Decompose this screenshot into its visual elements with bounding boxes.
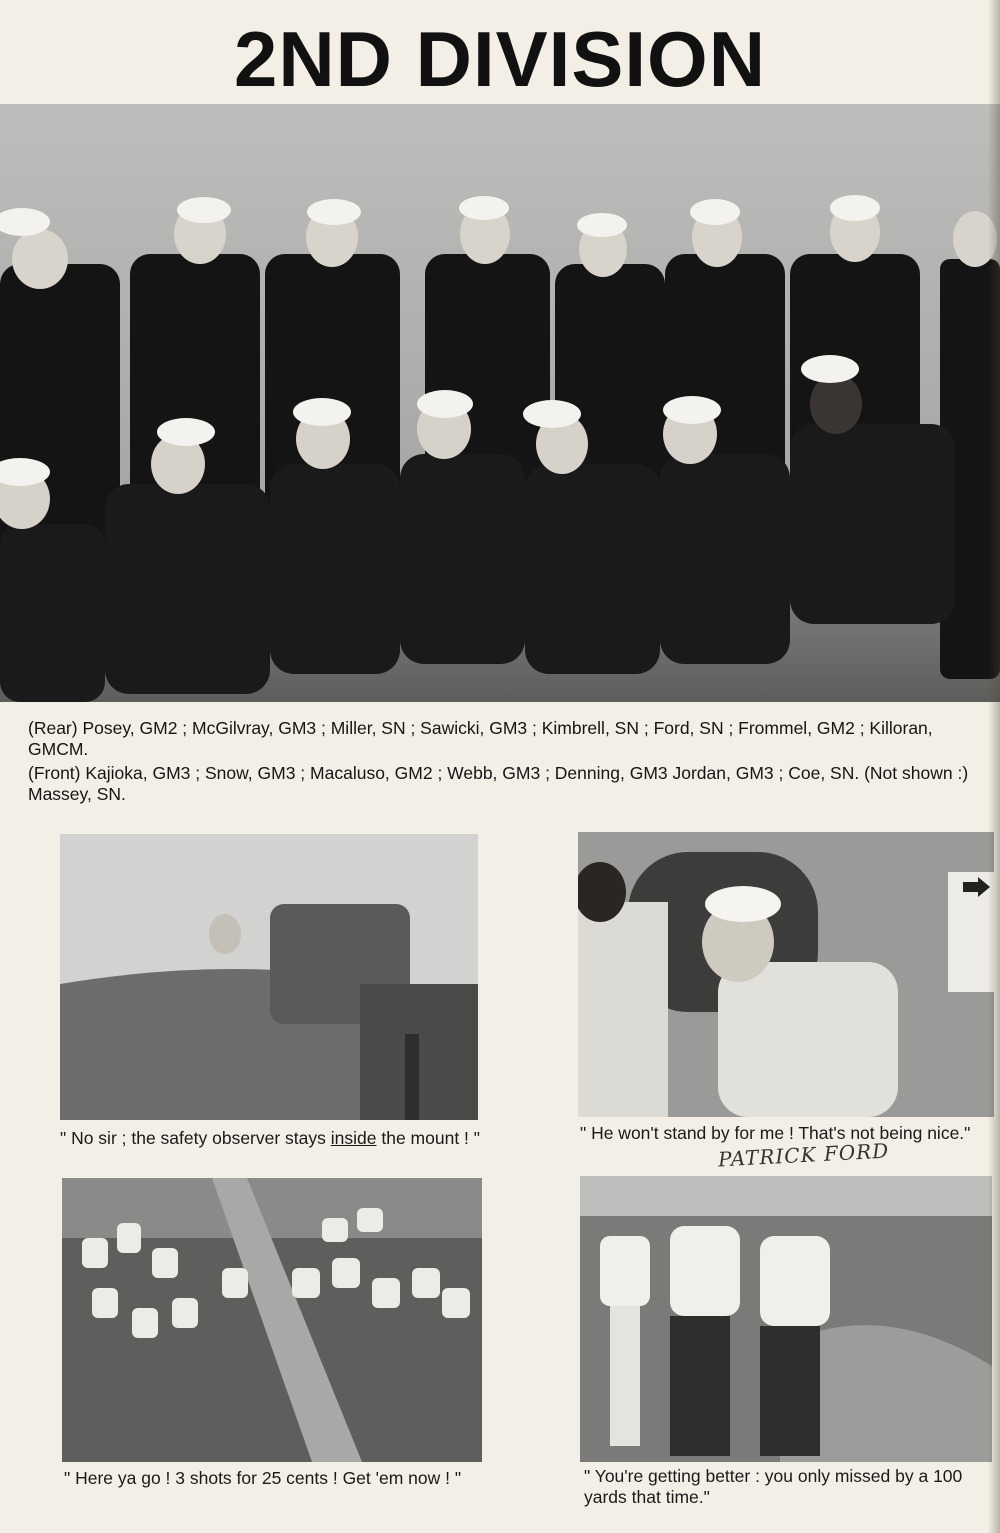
caption-getting-better: " You're getting better : you only missed by a 100 yards that time." (584, 1466, 963, 1507)
photo-stand-by (578, 832, 994, 1117)
handwritten-signature: PATRICK FORD (717, 1138, 890, 1172)
caption-part: " No sir ; the safety observer stays (60, 1128, 331, 1148)
roster-rear: (Rear) Posey, GM2 ; McGilvray, GM3 ; Miller, SN ; Sawicki, GM3 ; Kimbrell, SN ; Ford, SN ; Frommel, GM2 ; Killoran, GMCM. (28, 718, 933, 759)
photo-crowd-deck (62, 1178, 482, 1462)
page-binding-shadow (988, 0, 1000, 1533)
caption-three-shots: " Here ya go ! 3 shots for 25 cents ! Get 'em now ! " (64, 1468, 462, 1488)
photo-safety-observer (60, 834, 478, 1120)
page-title: 2ND DIVISION (233, 15, 767, 103)
photo-at-rail (580, 1176, 992, 1462)
group-photo (0, 104, 1000, 702)
caption-underlined: inside (330, 1128, 377, 1148)
caption-part: the mount ! " (376, 1128, 480, 1148)
roster-front: (Front) Kajioka, GM3 ; Snow, GM3 ; Macaluso, GM2 ; Webb, GM3 ; Denning, GM3 Jordan, GM3 ; Coe, SN. (Not shown :) Massey, SN. (28, 763, 969, 804)
caption-safety-observer (60, 1128, 480, 1149)
caption-stand-by: " He won't stand by for me ! That's not being nice." (580, 1123, 971, 1143)
